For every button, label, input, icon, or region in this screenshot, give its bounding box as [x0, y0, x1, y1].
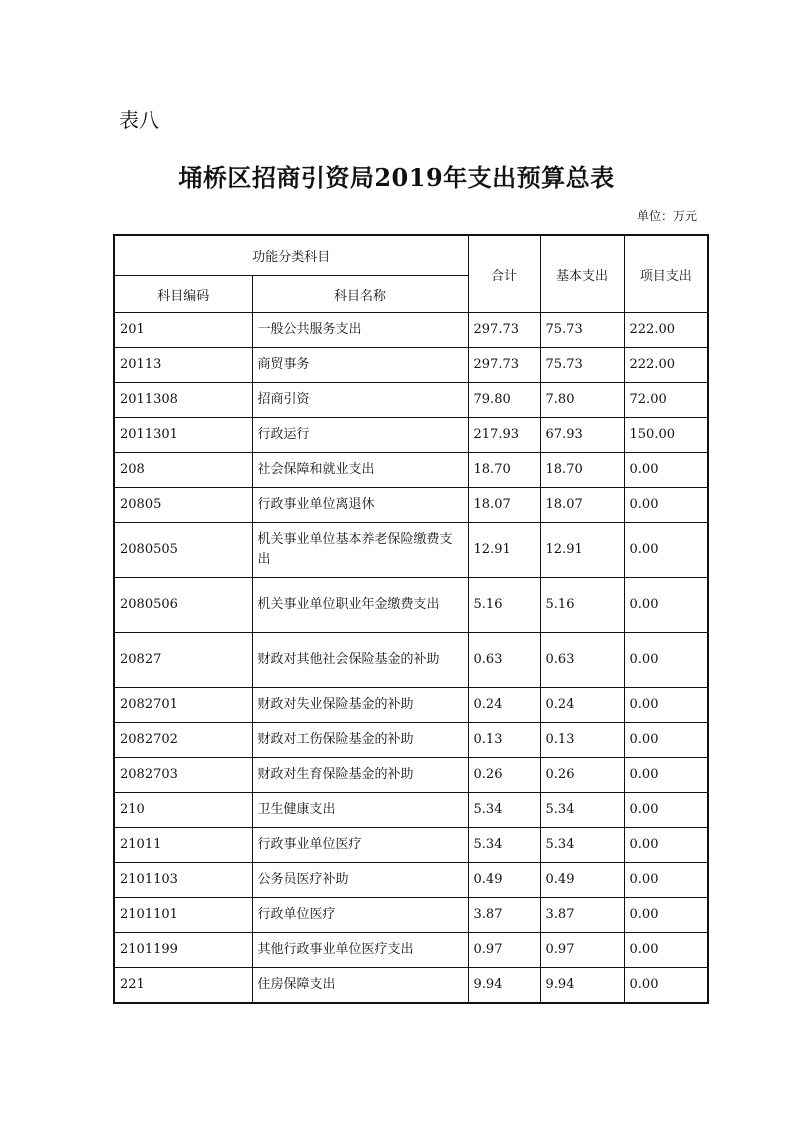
subject-code-cell: 2101199: [114, 933, 252, 968]
basic-expenditure-cell: 18.07: [540, 488, 624, 523]
total-cell: 0.24: [468, 688, 540, 723]
subject-name-cell: 商贸事务: [252, 348, 468, 383]
basic-expenditure-cell: 12.91: [540, 523, 624, 578]
table-row: [114, 633, 708, 688]
subject-code-cell: 210: [114, 793, 252, 828]
subject-name-cell: 其他行政事业单位医疗支出: [252, 933, 468, 968]
subject-code-cell: 20805: [114, 488, 252, 523]
subject-code-cell: 20113: [114, 348, 252, 383]
subject-name-cell: 机关事业单位职业年金缴费支出: [252, 578, 468, 633]
project-expenditure-cell: 0.00: [624, 453, 708, 488]
subject-code-cell: 2082703: [114, 758, 252, 793]
project-expenditure-cell: 0.00: [624, 898, 708, 933]
project-expenditure-cell: 0.00: [624, 723, 708, 758]
subject-name-cell: 行政单位医疗: [252, 898, 468, 933]
project-expenditure-cell: 0.00: [624, 633, 708, 688]
subject-code-cell: 208: [114, 453, 252, 488]
table-row: [114, 383, 708, 418]
total-cell: 0.26: [468, 758, 540, 793]
total-cell: 18.07: [468, 488, 540, 523]
subject-code-cell: 2082702: [114, 723, 252, 758]
table-row: [114, 578, 708, 633]
table-row: [114, 313, 708, 348]
basic-expenditure-cell: 0.24: [540, 688, 624, 723]
subject-name-cell: 财政对其他社会保险基金的补助: [252, 633, 468, 688]
subject-name-cell: 财政对失业保险基金的补助: [252, 688, 468, 723]
basic-expenditure-cell: 9.94: [540, 968, 624, 1004]
project-expenditure-cell: 0.00: [624, 578, 708, 633]
table-row: [114, 828, 708, 863]
total-cell: 5.34: [468, 828, 540, 863]
project-expenditure-cell: 0.00: [624, 688, 708, 723]
total-cell: 0.97: [468, 933, 540, 968]
page-title: 埇桥区招商引资局2019年支出预算总表: [178, 163, 615, 192]
table-number-label: 表八: [119, 108, 159, 132]
total-cell: 0.63: [468, 633, 540, 688]
basic-expenditure-cell: 0.49: [540, 863, 624, 898]
header-total: 合计: [468, 235, 540, 313]
basic-expenditure-cell: 0.13: [540, 723, 624, 758]
total-cell: 5.34: [468, 793, 540, 828]
table-row: [114, 488, 708, 523]
project-expenditure-cell: 0.00: [624, 523, 708, 578]
total-cell: 3.87: [468, 898, 540, 933]
total-cell: 5.16: [468, 578, 540, 633]
header-basic-expenditure: 基本支出: [540, 235, 624, 313]
subject-name-cell: 社会保障和就业支出: [252, 453, 468, 488]
subject-name-cell: 卫生健康支出: [252, 793, 468, 828]
table-row: [114, 723, 708, 758]
subject-name-cell: 机关事业单位基本养老保险缴费支出: [252, 523, 468, 578]
basic-expenditure-cell: 75.73: [540, 348, 624, 383]
table-row: [114, 793, 708, 828]
total-cell: 12.91: [468, 523, 540, 578]
table-row: [114, 933, 708, 968]
total-cell: 79.80: [468, 383, 540, 418]
subject-name-cell: 行政事业单位离退休: [252, 488, 468, 523]
total-cell: 18.70: [468, 453, 540, 488]
total-cell: 9.94: [468, 968, 540, 1004]
basic-expenditure-cell: 5.34: [540, 828, 624, 863]
total-cell: 297.73: [468, 348, 540, 383]
table-row: [114, 523, 708, 578]
basic-expenditure-cell: 75.73: [540, 313, 624, 348]
subject-code-cell: 2011301: [114, 418, 252, 453]
header-subject-code: 科目编码: [114, 276, 252, 313]
basic-expenditure-cell: 0.97: [540, 933, 624, 968]
subject-name-cell: 财政对生育保险基金的补助: [252, 758, 468, 793]
subject-name-cell: 行政事业单位医疗: [252, 828, 468, 863]
total-cell: 217.93: [468, 418, 540, 453]
project-expenditure-cell: 0.00: [624, 828, 708, 863]
project-expenditure-cell: 0.00: [624, 968, 708, 1004]
table-row: [114, 418, 708, 453]
total-cell: 0.13: [468, 723, 540, 758]
total-cell: 297.73: [468, 313, 540, 348]
budget-table: [113, 234, 709, 1004]
subject-name-cell: 财政对工伤保险基金的补助: [252, 723, 468, 758]
table-body: [114, 313, 708, 1004]
subject-code-cell: 21011: [114, 828, 252, 863]
basic-expenditure-cell: 0.63: [540, 633, 624, 688]
subject-name-cell: 住房保障支出: [252, 968, 468, 1004]
project-expenditure-cell: 72.00: [624, 383, 708, 418]
subject-code-cell: 2080506: [114, 578, 252, 633]
subject-name-cell: 公务员医疗补助: [252, 863, 468, 898]
subject-name-cell: 行政运行: [252, 418, 468, 453]
project-expenditure-cell: 0.00: [624, 933, 708, 968]
table-row: [114, 688, 708, 723]
table-row: [114, 758, 708, 793]
basic-expenditure-cell: 7.80: [540, 383, 624, 418]
subject-code-cell: 2082701: [114, 688, 252, 723]
table-row: [114, 453, 708, 488]
basic-expenditure-cell: 5.34: [540, 793, 624, 828]
project-expenditure-cell: 0.00: [624, 758, 708, 793]
unit-label: 单位：万元: [636, 209, 697, 223]
project-expenditure-cell: 0.00: [624, 488, 708, 523]
header-project-expenditure: 项目支出: [624, 235, 708, 313]
subject-code-cell: 20827: [114, 633, 252, 688]
subject-code-cell: 2101101: [114, 898, 252, 933]
table-row: [114, 968, 708, 1004]
subject-code-cell: 2080505: [114, 523, 252, 578]
subject-name-cell: 一般公共服务支出: [252, 313, 468, 348]
project-expenditure-cell: 222.00: [624, 313, 708, 348]
subject-code-cell: 201: [114, 313, 252, 348]
subject-code-cell: 221: [114, 968, 252, 1004]
table-row: [114, 348, 708, 383]
header-function-classification: 功能分类科目: [114, 235, 468, 276]
project-expenditure-cell: 0.00: [624, 793, 708, 828]
table-row: [114, 898, 708, 933]
basic-expenditure-cell: 0.26: [540, 758, 624, 793]
basic-expenditure-cell: 3.87: [540, 898, 624, 933]
header-subject-name: 科目名称: [252, 276, 468, 313]
project-expenditure-cell: 150.00: [624, 418, 708, 453]
project-expenditure-cell: 0.00: [624, 863, 708, 898]
subject-code-cell: 2101103: [114, 863, 252, 898]
basic-expenditure-cell: 18.70: [540, 453, 624, 488]
subject-code-cell: 2011308: [114, 383, 252, 418]
project-expenditure-cell: 222.00: [624, 348, 708, 383]
subject-name-cell: 招商引资: [252, 383, 468, 418]
total-cell: 0.49: [468, 863, 540, 898]
table-row: [114, 863, 708, 898]
basic-expenditure-cell: 67.93: [540, 418, 624, 453]
basic-expenditure-cell: 5.16: [540, 578, 624, 633]
